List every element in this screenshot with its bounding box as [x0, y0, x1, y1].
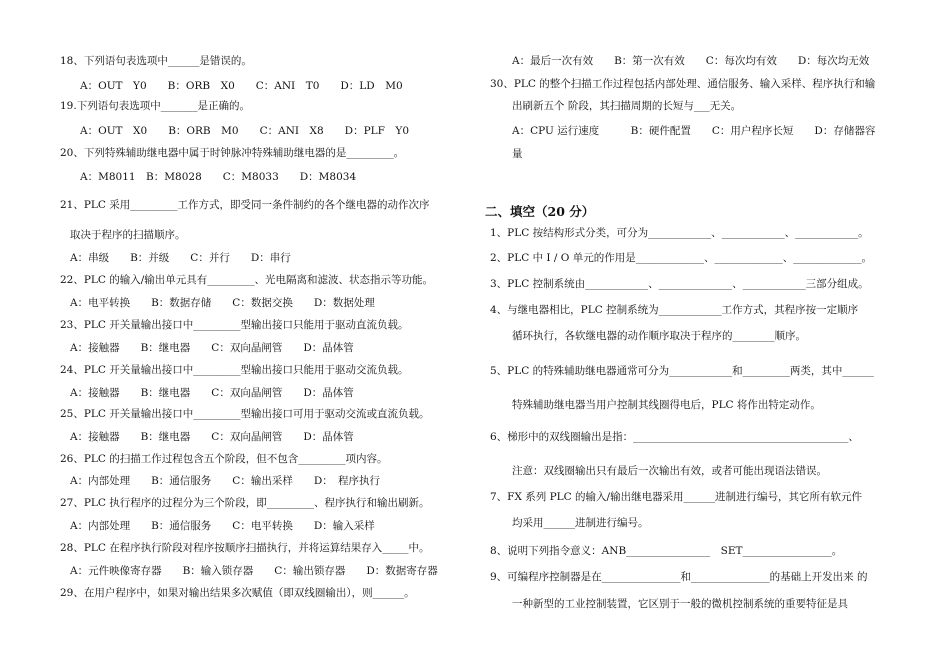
question-27: 27、PLC 执行程序的过程分为三个阶段，即_________、程序执行和输出刷新。	[60, 497, 430, 509]
fill-question-5: 5、PLC 的特殊辅助继电器通常可分为____________和_________两类，其中______	[490, 365, 874, 377]
fill-question-8: 8、说明下列指令意义：ANB________________ SET_________________。	[490, 545, 843, 557]
fill-question-6: 6、梯形中的双线圈输出是指：_________________________________________、	[490, 431, 859, 443]
options-22: A：电平转换 B：数据存储 C：数据交换 D：数据处理	[70, 297, 375, 309]
options-28: A：元件映像寄存器 B：输入锁存器 C：输出锁存器 D：数据寄存器	[70, 565, 438, 577]
fill-question-9: 9、可编程序控制器是在_______________和_______________的基础上开发出来 的	[490, 571, 868, 583]
question-30: 30、PLC 的整个扫描工作过程包括内部处理、通信服务、输入采样、程序执行和输	[490, 78, 876, 90]
question-21: 21、PLC 采用_________工作方式，即受同一条件制约的各个继电器的动作次序	[60, 199, 430, 211]
options-18: A：OUT Y0 B：ORB X0 C：ANI T0 D：LD M0	[80, 80, 403, 92]
fill-question-2: 2、PLC 中 I / O 单元的作用是_____________、_____________、_____________。	[490, 252, 872, 264]
fill-question-7-cont: 均采用______进制进行编号。	[512, 517, 649, 529]
fill-question-5-cont: 特殊辅助继电器当用户控制其线圈得电后，PLC 将作出特定动作。	[512, 399, 821, 411]
question-24: 24、PLC 开关量输出接口中_________型输出接口只能用于驱动交流负载。	[60, 364, 409, 376]
question-29: 29、在用户程序中，如果对输出结果多次赋值（即双线圈输出），则______。	[60, 587, 415, 599]
fill-question-3: 3、PLC 控制系统由____________、______________、____________三部分组成。	[490, 278, 869, 290]
options-23: A：接触器 B：继电器 C：双向晶闸管 D：晶体管	[70, 342, 354, 354]
options-19: A：OUT X0 B：ORB M0 C：ANI X8 D：PLF Y0	[80, 125, 410, 137]
fill-question-6-note: 注意：双线圈输出只有最后一次输出有效，或者可能出现语法错误。	[512, 465, 827, 477]
fill-question-7: 7、FX 系列 PLC 的输入/输出继电器采用______进制进行编号，其它所有软元件	[490, 491, 863, 503]
question-19: 19.下列语句表选项中_______是正确的。	[60, 100, 250, 112]
section-heading-fill-in: 二、填空（20 分）	[485, 204, 595, 219]
options-26: A：内部处理 B：通信服务 C：输出采样 D： 程序执行	[70, 475, 380, 487]
question-23: 23、PLC 开关量输出接口中_________型输出接口只能用于驱动直流负载。	[60, 319, 409, 331]
question-21-cont: 取决于程序的扫描顺序。	[70, 229, 186, 241]
question-30-cont: 出刷新五个 阶段，其扫描周期的长短与___无关。	[512, 100, 742, 112]
fill-question-4-cont: 循环执行，各软继电器的动作顺序取决于程序的________顺序。	[512, 330, 806, 342]
options-30-cont: 量	[512, 148, 523, 160]
options-25: A：接触器 B：继电器 C：双向晶闸管 D：晶体管	[70, 431, 354, 443]
question-20: 20、下列特殊辅助继电器中属于时钟脉冲特殊辅助继电器的是_________。	[60, 147, 405, 159]
fill-question-9-cont: 一种新型的工业控制装置，它区别于一般的微机控制系统的重要特征是具	[512, 598, 848, 610]
options-21: A：串级 B：并级 C：并行 D：串行	[70, 252, 291, 264]
options-20: A：M8011 B：M8028 C：M8033 D：M8034	[80, 171, 357, 183]
question-28: 28、PLC 在程序执行阶段对程序按顺序扫描执行，并将运算结果存入_____中。	[60, 542, 430, 554]
question-26: 26、PLC 的扫描工作过程包含五个阶段，但不包含_________项内容。	[60, 453, 388, 465]
question-22: 22、PLC 的输入/输出单元具有_________、光电隔离和滤波、状态指示等功能。	[60, 274, 434, 286]
options-30: A：CPU 运行速度 B：硬件配置 C：用户程序长短 D：存储器容	[512, 125, 876, 137]
fill-question-1: 1、PLC 按结构形式分类，可分为____________、____________、____________。	[490, 227, 869, 239]
fill-question-4: 4、与继电器相比，PLC 控制系统为____________工作方式，其程序按一定顺序	[490, 304, 859, 316]
question-25: 25、PLC 开关量输出接口中_________型输出接口可用于驱动交流或直流负载。	[60, 408, 430, 420]
question-18: 18、下列语句表选项中______是错误的。	[60, 55, 252, 67]
options-29: A：最后一次有效 B：第一次有效 C：每次均有效 D：每次均无效	[512, 55, 870, 67]
options-24: A：接触器 B：继电器 C：双向晶闸管 D：晶体管	[70, 387, 354, 399]
options-27: A：内部处理 B：通信服务 C：电平转换 D：输入采样	[70, 520, 375, 532]
